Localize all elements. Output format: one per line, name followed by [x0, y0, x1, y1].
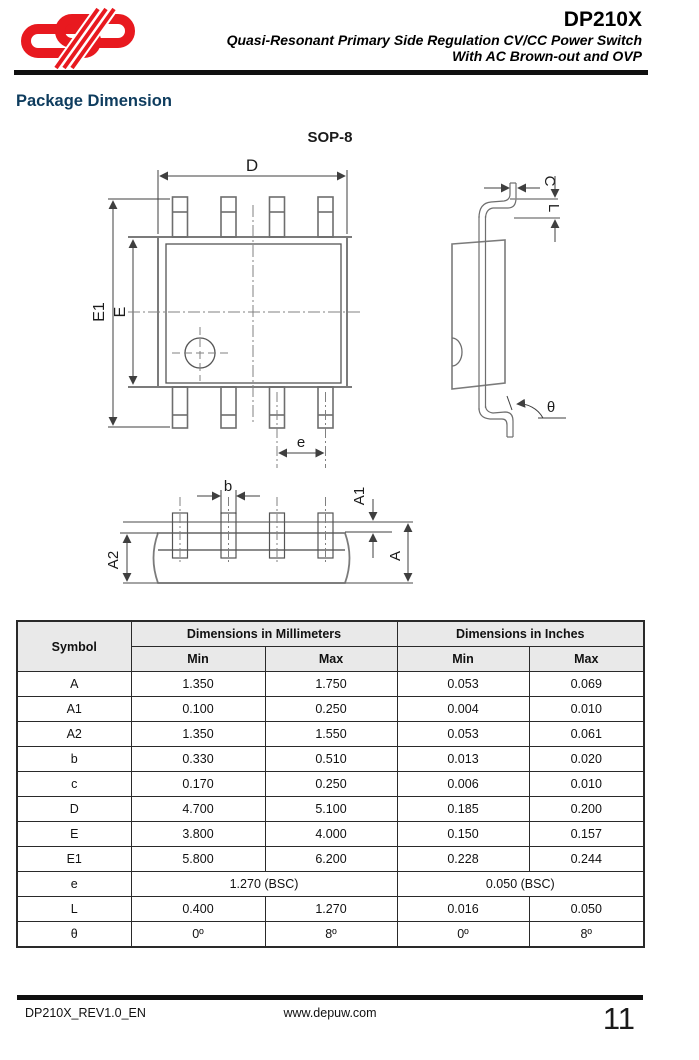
table-header-row — [17, 621, 644, 647]
table-row-e — [17, 872, 644, 897]
table-cell: 0.170 — [131, 772, 265, 797]
table-cell: 0.244 — [529, 847, 644, 872]
footer-website: www.depuw.com — [283, 1006, 377, 1020]
table-cell: 0.004 — [397, 697, 529, 722]
table-cell: 0.013 — [397, 747, 529, 772]
table-cell: 5.100 — [265, 797, 397, 822]
dimensions-table — [16, 620, 645, 948]
col-header-in-max: Max — [529, 647, 644, 672]
col-header-mm: Dimensions in Millimeters — [131, 621, 397, 647]
symbol-cell: e — [17, 872, 131, 897]
symbol-cell: A2 — [17, 722, 131, 747]
dim-label-E1: E1 — [91, 302, 108, 322]
dim-label-L: L — [545, 203, 562, 213]
table-cell: 1.350 — [131, 672, 265, 697]
table-cell: 8º — [529, 922, 644, 948]
table-cell: 0.050 — [529, 897, 644, 922]
dim-label-A: A — [387, 550, 404, 562]
section-title: Package Dimension — [16, 92, 172, 110]
table-row — [17, 747, 644, 772]
table-cell: 4.700 — [131, 797, 265, 822]
table-cell: 3.800 — [131, 822, 265, 847]
table-cell: 0.100 — [131, 697, 265, 722]
table-cell: 0.010 — [529, 697, 644, 722]
symbol-cell: E — [17, 822, 131, 847]
table-cell: 0.157 — [529, 822, 644, 847]
product-subtitle-line1: Quasi-Resonant Primary Side Regulation CV/CC Power Switch — [226, 32, 642, 48]
package-name: SOP-8 — [307, 129, 353, 146]
table-cell: 0.510 — [265, 747, 397, 772]
table-cell: 4.000 — [265, 822, 397, 847]
col-header-symbol: Symbol — [17, 621, 131, 672]
symbol-cell: b — [17, 747, 131, 772]
table-cell: 1.270 — [265, 897, 397, 922]
table-cell: 1.350 — [131, 722, 265, 747]
table-cell: 0.020 — [529, 747, 644, 772]
company-logo — [18, 6, 138, 70]
symbol-cell: E1 — [17, 847, 131, 872]
table-cell: 0.228 — [397, 847, 529, 872]
table-cell: 0.200 — [529, 797, 644, 822]
dim-label-A2: A2 — [105, 550, 122, 570]
top-view — [91, 156, 360, 468]
side-view — [452, 176, 566, 437]
dim-label-C: C — [541, 175, 558, 187]
dim-label-A1: A1 — [351, 486, 368, 506]
table-row — [17, 722, 644, 747]
table-cell: 0.061 — [529, 722, 644, 747]
header-title-block — [227, 8, 642, 64]
table-cell: 0.053 — [397, 672, 529, 697]
table-cell: 1.750 — [265, 672, 397, 697]
dim-label-b: b — [223, 478, 233, 495]
table-cell: 6.200 — [265, 847, 397, 872]
footer-divider — [17, 995, 643, 1000]
dim-label-D: D — [245, 156, 259, 175]
symbol-cell: c — [17, 772, 131, 797]
table-cell: 0.150 — [397, 822, 529, 847]
table-cell: 5.800 — [131, 847, 265, 872]
page-number: 11 — [602, 1001, 635, 1036]
package-drawing — [0, 145, 699, 607]
dim-label-e: e — [296, 434, 306, 451]
table-cell: 0.185 — [397, 797, 529, 822]
table-row — [17, 772, 644, 797]
table-cell: 0.053 — [397, 722, 529, 747]
table-row — [17, 847, 644, 872]
table-cell: 0.400 — [131, 897, 265, 922]
table-cell: 1.550 — [265, 722, 397, 747]
table-cell: 0.330 — [131, 747, 265, 772]
table-cell-in-span: 0.050 (BSC) — [397, 872, 644, 897]
front-view — [105, 478, 413, 583]
product-subtitle-line2: With AC Brown-out and OVP — [452, 48, 642, 64]
col-header-mm-min: Min — [131, 647, 265, 672]
table-row — [17, 697, 644, 722]
col-header-inches: Dimensions in Inches — [397, 621, 644, 647]
symbol-cell: A1 — [17, 697, 131, 722]
footer-doc-id: DP210X_REV1.0_EN — [25, 1006, 146, 1020]
symbol-cell: A — [17, 672, 131, 697]
symbol-cell: θ — [17, 922, 131, 948]
symbol-cell: L — [17, 897, 131, 922]
table-cell: 0.069 — [529, 672, 644, 697]
table-cell: 0.250 — [265, 697, 397, 722]
table-cell-mm-span: 1.270 (BSC) — [131, 872, 397, 897]
col-header-mm-max: Max — [265, 647, 397, 672]
dim-label-theta: θ — [546, 399, 556, 416]
table-cell: 0.016 — [397, 897, 529, 922]
symbol-cell: D — [17, 797, 131, 822]
table-cell: 0º — [131, 922, 265, 948]
product-name: DP210X — [563, 8, 642, 31]
table-cell: 0.250 — [265, 772, 397, 797]
col-header-in-min: Min — [397, 647, 529, 672]
table-row — [17, 922, 644, 948]
table-row — [17, 822, 644, 847]
table-row — [17, 672, 644, 697]
table-cell: 8º — [265, 922, 397, 948]
logo-icon — [18, 6, 138, 70]
table-cell: 0º — [397, 922, 529, 948]
table-row — [17, 897, 644, 922]
table-row — [17, 797, 644, 822]
table-cell: 0.006 — [397, 772, 529, 797]
table-cell: 0.010 — [529, 772, 644, 797]
header-divider — [14, 70, 648, 75]
dim-label-E: E — [112, 306, 129, 318]
